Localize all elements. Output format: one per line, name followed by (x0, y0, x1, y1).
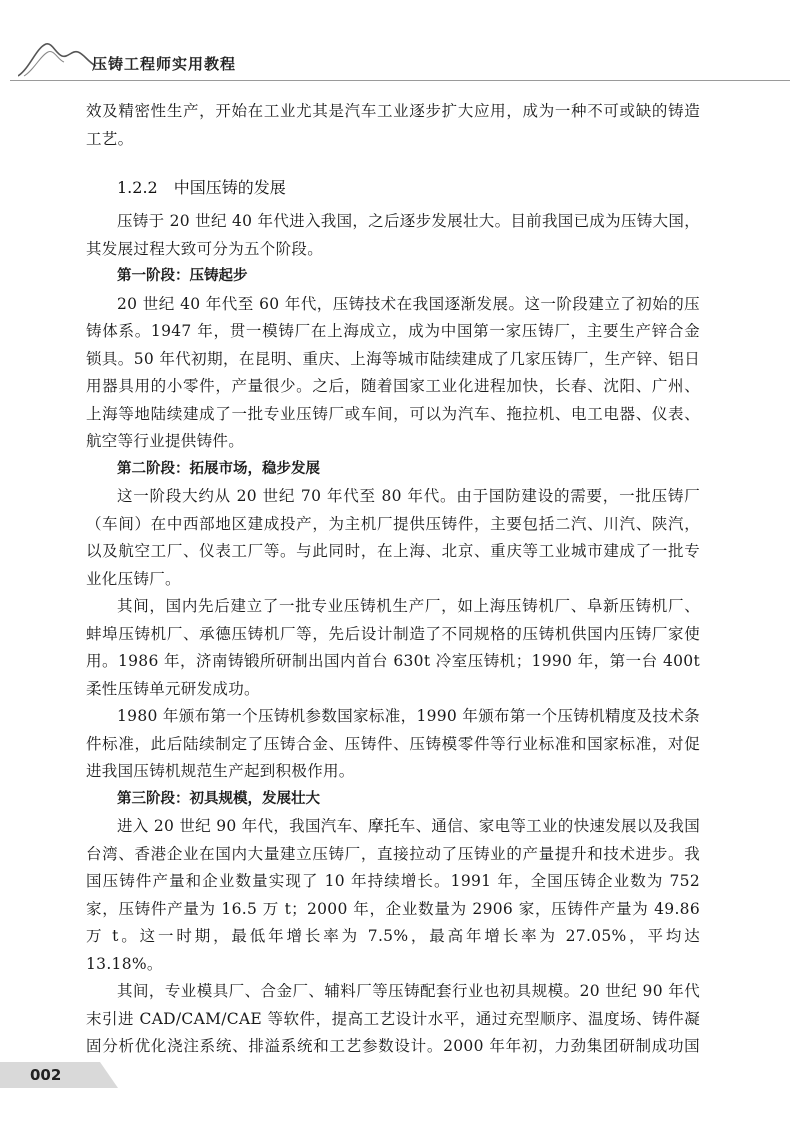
stage-3-heading: 第三阶段：初具规模，发展壮大 (117, 790, 320, 807)
intro-paragraph: 效及精密性生产，开始在工业尤其是汽车工业逐步扩大应用，成为一种不可或缺的铸造工艺。 (86, 102, 700, 148)
stage-1-paragraph: 20 世纪 40 年代至 60 年代，压铸技术在我国逐渐发展。这一阶段建立了初始的压铸体系。1947 年，贯一模铸厂在上海成立，成为中国第一家压铸厂，主要生产锌合金锁具。50 年代初期，在昆明、重庆、上海等城市陆续建成了几家压铸厂，生产锌、铝日用器具用的小零件，产量很少。之后，随着国家工业化进程加快，长春、沈阳、广州、上海等地陆续建成了一批专业压铸厂或车间，可以为汽车、拖拉机、电工电器、仪表、航空等行业提供铸件。 (86, 294, 700, 450)
header-divider (10, 80, 790, 81)
book-title: 压铸工程师实用教程 (92, 55, 237, 73)
stage-2-paragraph: 其间，国内先后建立了一批专业压铸机生产厂，如上海压铸机厂、阜新压铸机厂、蚌埠压铸机厂、承德压铸机厂等，先后设计制造了不同规格的压铸机供国内压铸厂家使用。1986 年，济南铸锻所研制出国内首台 630t 冷室压铸机；1990 年，第一台 400t 柔性压铸单元研发成功。 (86, 597, 700, 698)
page-header (0, 0, 800, 90)
stage-1-heading: 第一阶段：压铸起步 (117, 268, 248, 284)
section-title: 中国压铸的发展 (173, 178, 286, 197)
stage-2-heading: 第二阶段：拓展市场，稳步发展 (117, 460, 320, 477)
section-heading (117, 175, 700, 198)
stage-2-paragraph: 1980 年颁布第一个压铸机参数国家标准，1990 年颁布第一个压铸机精度及技术条件标准，此后陆续制定了压铸合金、压铸件、压铸模零件等行业标准和国家标准，对促进我国压铸机规范生产起到积极作用。 (86, 707, 700, 780)
stage-2-paragraph: 这一阶段大约从 20 世纪 70 年代至 80 年代。由于国防建设的需要，一批压铸厂（车间）在中西部地区建成投产，为主机厂提供压铸件，主要包括二汽、川汽、陕汽，以及航空工厂、仪表工厂等。与此同时，在上海、北京、重庆等工业城市建成了一批专业化压铸厂。 (86, 487, 700, 588)
page-content (86, 98, 700, 1088)
overview-paragraph: 压铸于 20 世纪 40 年代进入我国，之后逐步发展壮大。目前我国已成为压铸大国，其发展过程大致可分为五个阶段。 (86, 212, 700, 258)
stage-3-paragraph: 进入 20 世纪 90 年代，我国汽车、摩托车、通信、家电等工业的快速发展以及我国台湾、香港企业在国内大量建立压铸厂，直接拉动了压铸业的产量提升和技术进步。我国压铸件产量和企业数量实现了 10 年持续增长。1991 年，全国压铸企业数为 752 家，压铸件产量为 16.5 万 t；2000 年，企业数量为 2906 家，压铸件产量为 49.86 万 t。这一时期，最低年增长率为 7.5%，最高年增长率为 27.05%，平均达 13.18%。 (86, 817, 700, 973)
stage-3-paragraph: 其间，专业模具厂、合金厂、辅料厂等压铸配套行业也初具规模。20 世纪 90 年代末引进 CAD/CAM/CAE 等软件，提高工艺设计水平，通过充型顺序、温度场、铸件凝固分析优化浇注系统、排溢系统和工艺参数设计。2000 年年初，力劲集团研制成功国 (86, 982, 700, 1055)
section-number: 1.2.2 (117, 178, 158, 197)
mountain-logo-icon (18, 38, 98, 78)
page-number: 002 (30, 1066, 62, 1084)
